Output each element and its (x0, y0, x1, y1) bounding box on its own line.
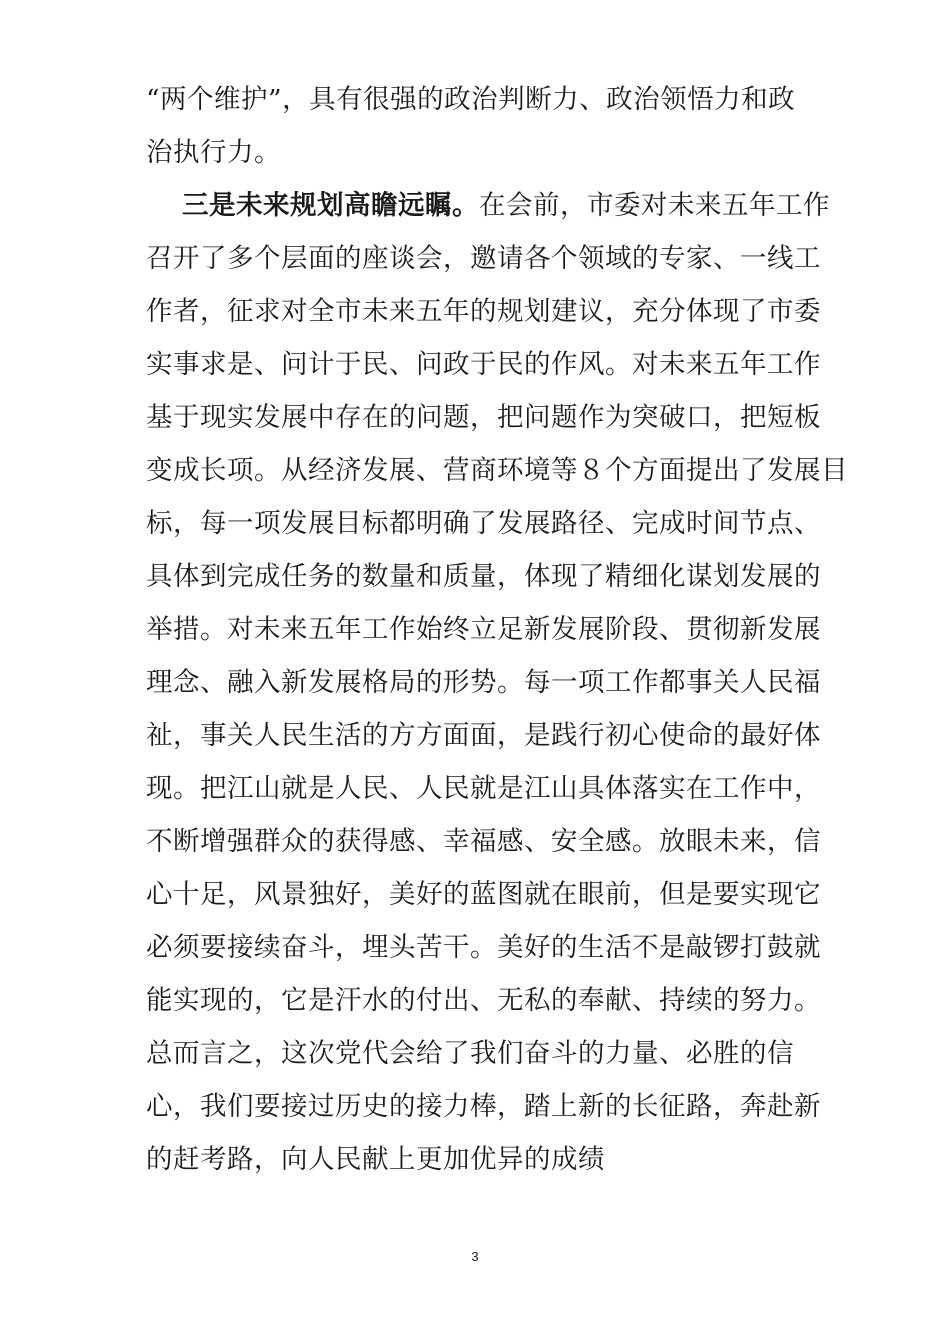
paragraph-heading-line (146, 179, 830, 232)
text-line: 治执行力。 (146, 137, 281, 168)
text-line: 现。把江山就是人民、人民就是江山具体落实在工作中， (146, 773, 821, 804)
text-line: “两个维护”，具有很强的政治判断力、政治领悟力和政 (146, 84, 796, 115)
page-number: 3 (471, 1249, 479, 1264)
text-line: 总而言之，这次党代会给了我们奋斗的力量、必胜的信 (146, 1038, 794, 1069)
text-line: 必须要接续奋斗，埋头苦干。美好的生活不是敲锣打鼓就 (146, 932, 821, 963)
paragraph-heading: 三是未来规划高瞻远瞩。 (182, 190, 479, 221)
text-line: 标，每一项发展目标都明确了发展路径、完成时间节点、 (146, 508, 821, 539)
text-line: 具体到完成任务的数量和质量，体现了精细化谋划发展的 (146, 561, 821, 592)
text-line: 基于现实发展中存在的问题，把问题作为突破口，把短板 (146, 402, 821, 433)
text-line: 召开了多个层面的座谈会，邀请各个领域的专家、一线工 (146, 243, 821, 274)
text-line: 心，我们要接过历史的接力棒，踏上新的长征路，奔赴新 (146, 1091, 821, 1122)
text-line: 变成长项。从经济发展、营商环境等８个方面提出了发展目 (146, 455, 848, 486)
text-line: 心十足，风景独好，美好的蓝图就在眼前，但是要实现它 (146, 879, 821, 910)
text-line: 不断增强群众的获得感、幸福感、安全感。放眼未来，信 (146, 826, 821, 857)
text-line: 举措。对未来五年工作始终立足新发展阶段、贯彻新发展 (146, 614, 821, 645)
text-line: 理念、融入新发展格局的形势。每一项工作都事关人民福 (146, 667, 821, 698)
text-line: 实事求是、问计于民、问政于民的作风。对未来五年工作 (146, 349, 821, 380)
text-line: 的赶考路，向人民献上更加优异的成绩 (146, 1144, 605, 1175)
text-line: 能实现的，它是汗水的付出、无私的奉献、持续的努力。 (146, 985, 821, 1016)
text-line-rest: 在会前，市委对未来五年工作 (479, 190, 830, 221)
text-line: 作者，征求对全市未来五年的规划建议，充分体现了市委 (146, 296, 821, 327)
body-text (146, 73, 848, 1186)
text-line: 祉，事关人民生活的方方面面，是践行初心使命的最好体 (146, 720, 821, 751)
